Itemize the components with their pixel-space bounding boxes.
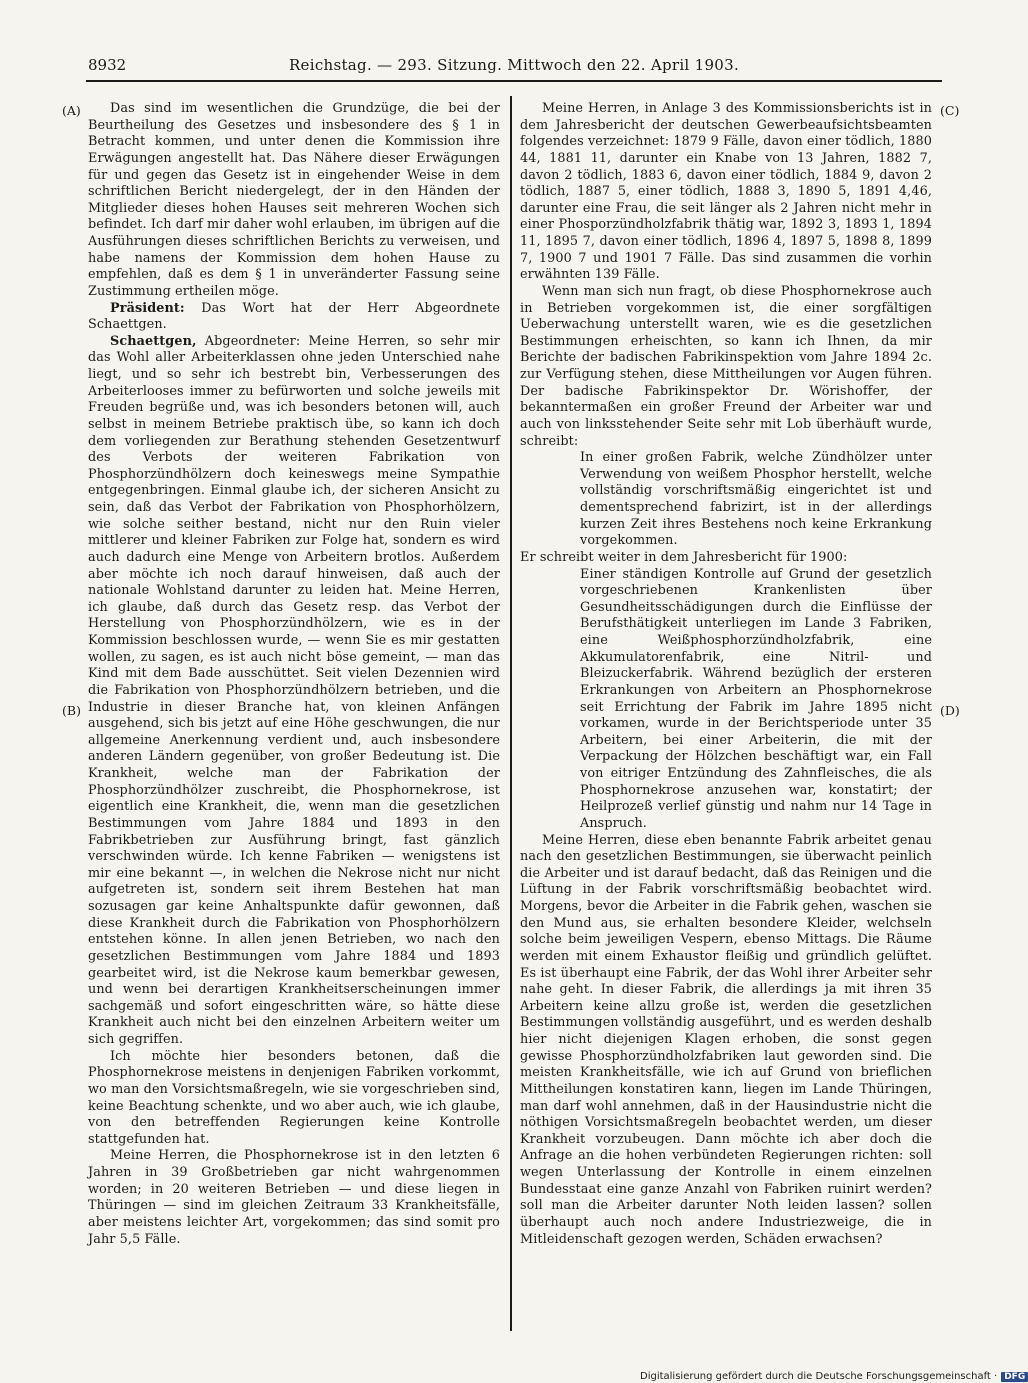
speaker-name: Präsident: xyxy=(110,300,185,316)
paragraph: Ich möchte hier besonders betonen, daß die Phosphornekrose meistens in denjenigen Fabriken vorkommt, wo man den Vorsichtsmaßregeln, wie sie vorgeschrieben sind, keine Beachtung schenkte, und wo aber auch, wie ich glaube, von den betreffenden Regierungen keine Kontrolle stattgefunden hat. xyxy=(88,1048,500,1147)
margin-mark-d: (D) xyxy=(940,703,960,718)
column-divider xyxy=(510,96,512,1331)
footer-credit xyxy=(640,1371,1026,1382)
footer-text: Digitalisierung gefördert durch die Deutsche Forschungsgemeinschaft · xyxy=(640,1371,998,1382)
paragraph: Meine Herren, diese eben benannte Fabrik arbeitet genau nach den gesetzlichen Bestimmungen, sie überwacht peinlich die Arbeiter und ist darauf bedacht, daß das Reinigen und die Lüftung in der Fabrik vorschriftsmäßig beobachtet wird. Morgens, bevor die Arbeiter in die Fabrik gehen, waschen sie den Mund aus, sie erhalten besondere Kleider, welchseln solche beim jeweiligen Vespern, ebenso Mittags. Die Räume werden mit einem Exhaustor fleißig und gründlich gelüftet. Es ist überhaupt eine Fabrik, der das Wohl ihrer Arbeiter sehr nahe geht. In dieser Fabrik, die allerdings ja mit ihren 35 Arbeitern keine allzu große ist, werden die gesetzlichen Bestimmungen vollständig ausgeführt, und es werden deshalb hier nicht diejenigen Klagen erhoben, die sonst gegen gewisse Phosphorzündholzfabriken laut geworden sind. Die meisten Krankheitsfälle, wie ich auf Grund von brieflichen Mittheilungen konstatiren kann, liegen im Lande Thüringen, man darf wohl annehmen, daß in der Hausindustrie nicht die nöthigen Vorsichtsmaßregeln beobachtet werden, um dieser Krankheit vorzubeugen. Dann möchte ich aber doch die Anfrage an die hohen verbündeten Regierungen richten: soll wegen Unterlassung der Kontrolle in einem einzelnen Bundesstaat eine ganze Anzahl von Fabriken ruinirt werden? soll man die Arbeiter darunter Noth leiden lassen? sollen überhaupt auch noch andere Industriezweige, die in Mitleidenschaft gezogen werden, Schäden erwachsen? xyxy=(520,832,932,1247)
page-header xyxy=(88,56,940,78)
paragraph: Meine Herren, in Anlage 3 des Kommissionsberichts ist in dem Jahresbericht der deutschen Gewerbeaufsichtsbeamten folgendes verzeichnet: 1879 9 Fälle, davon einer tödlich, 1880 44, 1881 11, darunter ein Knabe von 13 Jahren, 1882 7, davon 2 tödlich, 1883 6, davon einer tödlich, 1884 9, davon 2 tödlich, 1887 5, einer tödlich, 1888 3, 1890 5, 1891 4,46, darunter eine Frau, die seit länger als 2 Jahren nicht mehr in einer Phosporzündholzfabrik thätig war, 1892 3, 1893 1, 1894 11, 1895 7, davon einer tödlich, 1896 4, 1897 5, 1898 8, 1899 7, 1900 7 und 1901 7 Fälle. Das sind zusammen die vorhin erwähnten 139 Fälle. xyxy=(520,101,932,283)
margin-mark-c: (C) xyxy=(940,103,960,118)
page-number: 8932 xyxy=(88,56,127,74)
left-column xyxy=(88,101,500,1339)
paragraph: Meine Herren, die Phosphornekrose ist in den letzten 6 Jahren in 39 Großbetrieben gar nicht wahrgenommen worden; in 20 weiteren Betrieben — und diese liegen in Thüringen — sind im gleichen Zeitraum 33 Krankheitsfälle, aber meistens leichter Art, vorgekommen; das sind somit pro Jahr 5,5 Fälle. xyxy=(88,1148,500,1247)
paragraph: Schaettgen, Abgeordneter: Meine Herren, so sehr mir das Wohl aller Arbeiterklassen ohne jeden Unterschied nahe liegt, und so sehr ich bestrebt bin, Verbesserungen des Arbeiterlooses immer zu befürworten und solche jeweils mit Freuden begrüße und, was ich besonders betonen will, auch selbst in meinem Betriebe praktisch übe, so kann ich doch dem vorliegenden zur Berathung stehenden Gesetzentwurf des Verbots der weiteren Fabrikation von Phosphorzündhölzern doch keineswegs meine Sympathie entgegenbringen. Einmal glaube ich, der sicheren Ansicht zu sein, daß das Verbot der Fabrikation von Phosphorhölzern, wie solche seither bestand, nicht nur den Ruin vieler mittlerer und kleiner Fabriken zur Folge hat, sondern es wird auch dadurch eine Menge von Arbeitern brotlos. Außerdem aber möchte ich noch darauf hinweisen, daß auch der nationale Wohlstand darunter zu leiden hat. Meine Herren, ich glaube, daß durch das Gesetz resp. das Verbot der Herstellung von Phosphorzündhölzern, wie es in der Kommission beschlossen wurde, — wenn Sie es mir gestatten wollen, zu sagen, es ist auch nicht böse gemeint, — man das Kind mit dem Bade ausschüttet. Seit vielen Dezennien wird die Fabrikation von Phosphorzündhölzern betrieben, und die Industrie in dieser Branche hat, von kleinen Anfängen ausgehend, sich bis jetzt auf eine Höhe geschwungen, die nur allgemeine Anerkennung verdient und, auch insbesondere anderen Ländern gegenüber, von großer Bedeutung ist. Die Krankheit, welche man der Fabrikation der Phosphorzündhölzer zuschreibt, die Phosphornekrose, ist eigentlich eine Krankheit, die, wenn man die gesetzlichen Bestimmungen vom Jahre 1884 und 1893 in den Fabrikbetrieben zur Ausführung bringt, fast gänzlich verschwinden würde. Ich kenne Fabriken — wenigstens ist mir eine bekannt —, in welchen die Nekrose nicht nur nicht aufgetreten ist, sondern seit ihrem Bestehen hat man sozusagen gar keine Anhaltspunkte dafür gewonnen, daß diese Krankheit durch die Fabrikation von Phosphorhölzern entstehen könne. In allen jenen Betrieben, wo nach den gesetzlichen Bestimmungen vom Jahre 1884 und 1893 gearbeitet wird, ist die Nekrose kaum bemerkbar gewesen, und wenn bei derartigen Krankheitserscheinungen immer sachgemäß und sofort eingeschritten wäre, so hätte diese Krankheit auch nicht bei den einzelnen Arbeitern weiter um sich gegriffen. xyxy=(88,333,500,1047)
speaker-name: Schaettgen, xyxy=(110,333,197,349)
paragraph: Präsident: Das Wort hat der Herr Abgeordnete Schaettgen. xyxy=(88,300,500,333)
block-quote: Einer ständigen Kontrolle auf Grund der gesetzlich vorgeschriebenen Krankenlisten über Gesundheitsschädigungen durch die Einflüsse der Berufsthätigkeit unterliegen im Lande 3 Fabriken, eine Weißphosphorzündholzfabrik, eine Akkumulatorenfabrik, eine Nitril- und Bleizuckerfabrik. Während bezüglich der ersteren Erkrankungen von Arbeitern an Phosphornekrose seit Errichtung der Fabrik im Jahre 1895 nicht vorkamen, wurde in der Berichtsperiode unter 35 Arbeitern, bei einer Arbeiterin, die mit der Verpackung der Hölzchen beschäftigt war, ein Fall von eitriger Entzündung des Zahnfleisches, die als Phosphornekrose anzusehen war, konstatirt; der Heilprozeß verlief günstig und nahm nur 14 Tage in Anspruch. xyxy=(580,566,932,831)
margin-mark-a: (A) xyxy=(62,103,81,118)
margin-mark-b: (B) xyxy=(62,703,81,718)
header-rule xyxy=(86,80,942,82)
paragraph: Er schreibt weiter in dem Jahresbericht für 1900: xyxy=(520,549,848,565)
paragraph: Das sind im wesentlichen die Grundzüge, die bei der Beurtheilung des Gesetzes und insbesondere des § 1 in Betracht kommen, und unter denen die Kommission ihre Erwägungen angestellt hat. Das Nähere dieser Erwägungen für und gegen das Gesetz ist in eingehender Weise in dem schriftlichen Bericht niedergelegt, der in den Händen der Mitglieder dieses hohen Hauses seit mehreren Wochen sich befindet. Ich darf mir daher wohl erlauben, im übrigen auf die Ausführungen dieses schriftlichen Berichts zu verweisen, und habe namens der Kommission dem hohen Hause zu empfehlen, daß es dem § 1 in unveränderter Fassung seine Zustimmung ertheilen möge. xyxy=(88,101,500,299)
dfg-logo: DFG xyxy=(1001,1372,1028,1382)
paragraph: Wenn man sich nun fragt, ob diese Phosphornekrose auch in Betrieben vorgekommen ist, die einer sorgfältigen Ueberwachung unterstellt waren, wie es die gesetzlichen Bestimmungen erheischten, so kann ich Ihnen, da mir Berichte der badischen Fabrikinspektion vom Jahre 1894 2c. zur Verfügung stehen, diese Mittheilungen vor Augen führen. Der badische Fabrikinspektor Dr. Wörishoffer, der bekanntermaßen ein großer Freund der Arbeiter war und auch von linksstehender Seite sehr mit Lob überhäuft wurde, schreibt: xyxy=(520,283,932,449)
page-title: Reichstag. — 293. Sitzung. Mittwoch den 22. April 1903. xyxy=(288,56,740,74)
right-column xyxy=(520,101,932,1313)
block-quote: In einer großen Fabrik, welche Zündhölzer unter Verwendung von weißem Phosphor herstellt, welche vollständig vorschriftsmäßig eingerichtet ist und dementsprechend fabrizirt, ist in der allerdings kurzen Zeit ihres Bestehens noch keine Erkrankung vorgekommen. xyxy=(580,450,932,549)
